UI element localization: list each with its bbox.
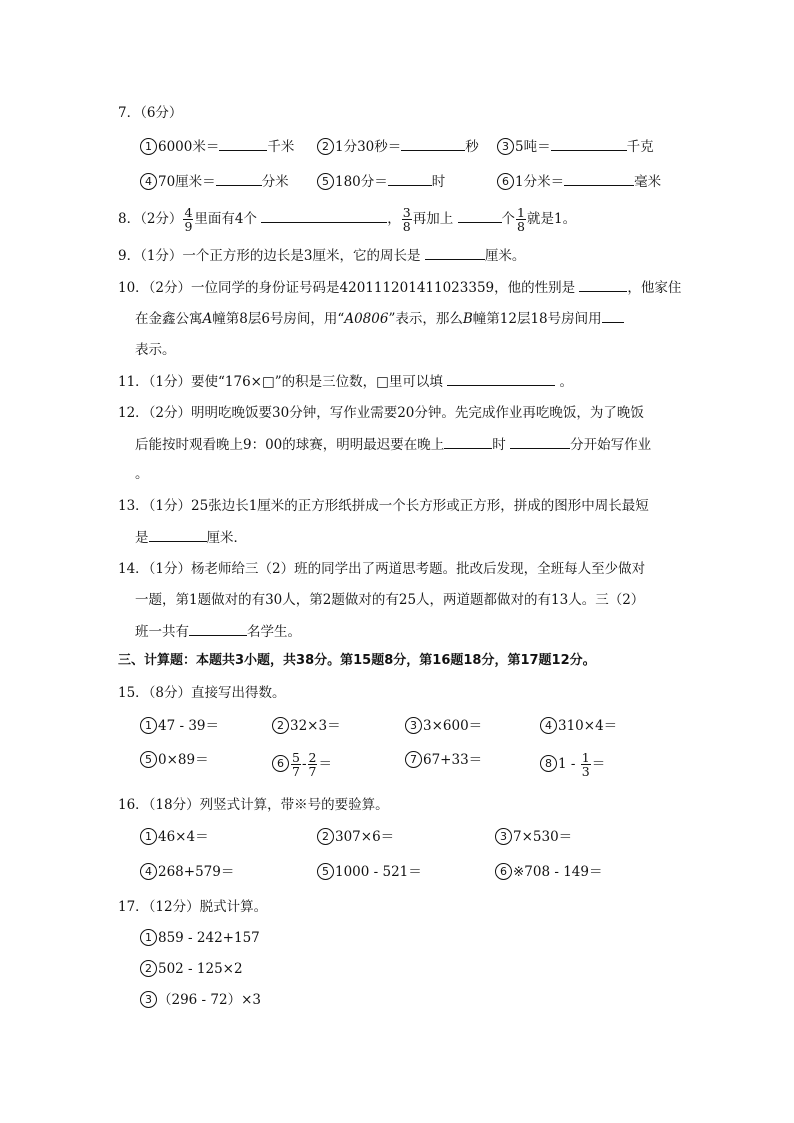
answer-blank[interactable]: [510, 434, 570, 449]
q15-item-1: 1 47 - 39＝: [140, 716, 219, 736]
q12-line-3: 。: [135, 466, 149, 482]
answer-blank[interactable]: [261, 208, 387, 223]
circled-number: 3: [497, 138, 514, 155]
q16-header: 16．（18分）列竖式计算，带※号的要验算。: [118, 797, 389, 813]
answer-blank[interactable]: [189, 621, 247, 636]
answer-blank[interactable]: [149, 527, 207, 542]
q11-line: 11．（1分）要使“176×□”的积是三位数，□里可以填 。: [118, 371, 573, 392]
q15-item-6: 6 $\frac{5}{7}$ - $\frac{2}{7}$ ＝: [272, 750, 332, 778]
q7-item-1: 1 6000米＝ 千米: [140, 136, 294, 157]
answer-blank[interactable]: [216, 171, 262, 186]
q17-item-1: 1 859 - 242+157: [140, 928, 260, 948]
circled-number: 2: [140, 960, 157, 977]
circled-number: 3: [495, 828, 512, 845]
q13-line-2: 是 厘米．: [135, 527, 247, 548]
answer-blank[interactable]: [401, 136, 465, 151]
circled-number: 1: [140, 717, 157, 734]
q15-item-7: 7 67+33＝: [405, 750, 482, 770]
q7-header: 7．（6分）: [118, 105, 183, 121]
answer-blank[interactable]: [458, 208, 502, 223]
q7-item-4: 4 70厘米＝ 分米: [140, 171, 289, 192]
q12-line-2: 后能按时观看晚上9：00的球赛，明明最迟要在晚上 时 分开始写作业: [135, 434, 651, 455]
q16-item-3: 3 7×530＝: [495, 827, 572, 847]
answer-blank[interactable]: [219, 136, 267, 151]
fraction: $\frac{1}{3}$: [581, 750, 590, 779]
circled-number: 5: [317, 863, 334, 880]
circled-number: 1: [140, 828, 157, 845]
q17-header: 17．（12分）脱式计算。: [118, 899, 268, 915]
circled-number: 3: [405, 717, 422, 734]
circled-number: 7: [405, 751, 422, 768]
q15-item-3: 3 3×600＝: [405, 716, 482, 736]
q17-item-3: 3 （296 - 72）×3: [140, 990, 261, 1010]
fraction: $\frac{1}{8}$: [517, 205, 525, 234]
q10-line-3: 表示。: [135, 342, 176, 358]
q16-item-4: 4 268+579＝: [140, 862, 234, 882]
q15-item-8: 8 1 - $\frac{1}{3}$ ＝: [540, 750, 605, 778]
circled-number: 1: [140, 929, 157, 946]
q14-line-3: 班一共有 名学生。: [135, 621, 301, 642]
q16-item-6: 6 ※708 - 149＝: [495, 862, 603, 882]
q7-item-2: 2 1分30秒＝ 秒: [317, 136, 479, 157]
q16-item-5: 5 1000 - 521＝: [317, 862, 422, 882]
fraction: $\frac{5}{7}$: [292, 750, 300, 779]
circled-number: 5: [317, 173, 334, 190]
fraction: $\frac{3}{8}$: [402, 205, 411, 234]
circled-number: 1: [140, 138, 157, 155]
q10-line-1: 10．（2分）一位同学的身份证号码是420111201411023359，他的性别是 ，他家住: [118, 277, 681, 298]
q15-item-2: 2 32×3＝: [272, 716, 341, 736]
q15-item-5: 5 0×89＝: [140, 750, 209, 770]
circled-number: 6: [272, 755, 289, 772]
answer-blank[interactable]: [579, 277, 627, 292]
q14-line-1: 14．（1分）杨老师给三（2）班的同学出了两道思考题。批改后发现，全班每人至少做对: [118, 561, 646, 577]
q16-item-1: 1 46×4＝: [140, 827, 209, 847]
circled-number: 4: [540, 717, 557, 734]
answer-blank[interactable]: [551, 136, 627, 151]
circled-number: 4: [140, 863, 157, 880]
q17-item-2: 2 502 - 125×2: [140, 959, 243, 979]
circled-number: 2: [272, 717, 289, 734]
section-heading: 三、计算题：本题共3小题，共38分。第15题8分，第16题18分，第17题12分。: [118, 653, 596, 668]
circled-number: 2: [317, 828, 334, 845]
q9-line: 9．（1分）一个正方形的边长是3厘米，它的周长是 厘米。: [118, 245, 525, 266]
circled-number: 5: [140, 751, 157, 768]
q16-item-2: 2 307×6＝: [317, 827, 394, 847]
q14-line-2: 一题，第1题做对的有30人，第2题做对的有25人，两道题都做对的有13人。三（2）: [135, 592, 645, 608]
circled-number: 6: [497, 173, 514, 190]
circled-number: 6: [495, 863, 512, 880]
circled-number: 3: [140, 991, 157, 1008]
q7-item-5: 5 180分＝ 时: [317, 171, 445, 192]
q10-line-2: 在金鑫公寓A幢第8层6号房间，用“A0806”表示，那么B幢第12层18号房间用: [135, 308, 624, 329]
q8-line: 8．（2分） $\frac{4}{9}$ 里面有4个 ， $\frac{3}{8}$ 再加上 个 $\frac{1}{8}$ 就是1。: [118, 205, 577, 234]
q12-line-1: 12．（2分）明明吃晚饭要30分钟，写作业需要20分钟。先完成作业再吃晚饭，为了晚饭: [118, 405, 644, 421]
answer-blank[interactable]: [388, 171, 432, 186]
fraction: $\frac{4}{9}$: [184, 205, 193, 234]
q13-line-1: 13．（1分）25张边长1厘米的正方形纸拼成一个长方形或正方形，拼成的图形中周长最短: [118, 498, 649, 514]
fraction: $\frac{2}{7}$: [308, 750, 317, 779]
answer-blank[interactable]: [447, 371, 555, 386]
q7-item-6: 6 1分米＝ 毫米: [497, 171, 661, 192]
q15-header: 15．（8分）直接写出得数。: [118, 685, 286, 701]
answer-blank[interactable]: [425, 245, 485, 260]
answer-blank[interactable]: [564, 171, 634, 186]
circled-number: 4: [140, 173, 157, 190]
answer-blank[interactable]: [602, 308, 624, 323]
answer-blank[interactable]: [444, 434, 492, 449]
q7-item-3: 3 5吨＝ 千克: [497, 136, 654, 157]
circled-number: 8: [540, 755, 557, 772]
circled-number: 2: [317, 138, 334, 155]
q15-item-4: 4 310×4＝: [540, 716, 617, 736]
